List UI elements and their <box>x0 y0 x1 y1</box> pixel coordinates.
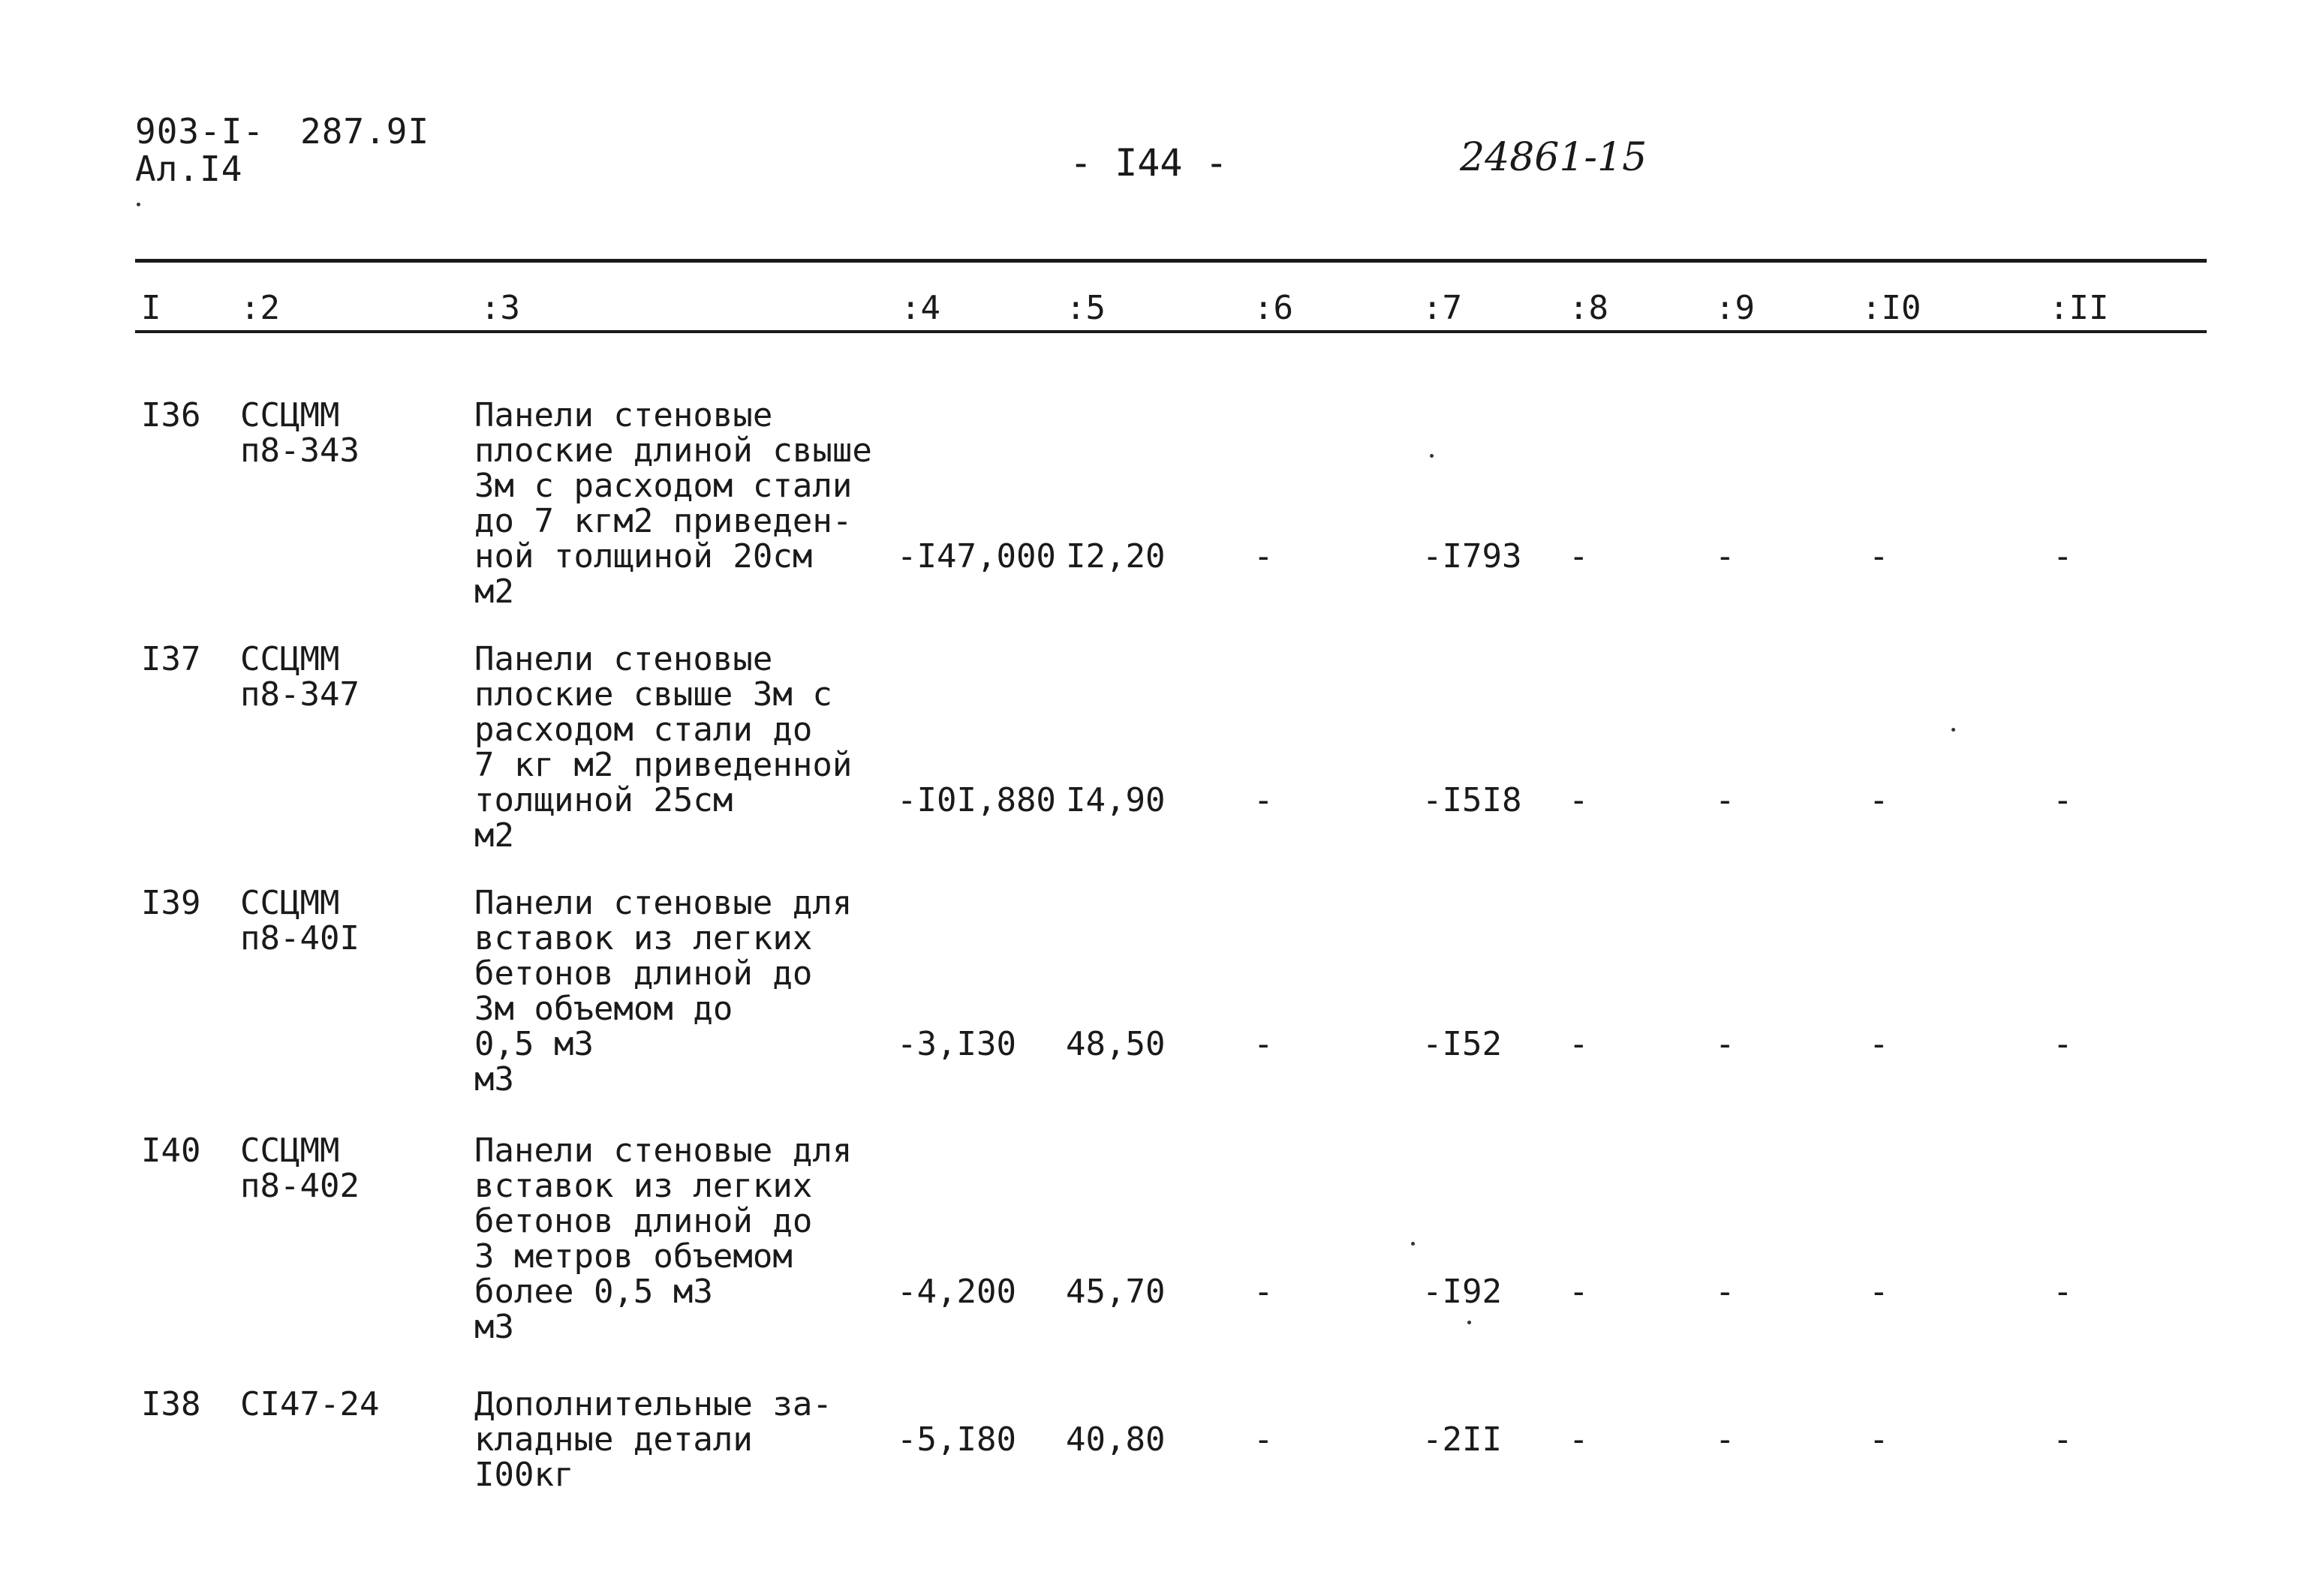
row-number: I38 <box>141 1385 201 1423</box>
row-number: I40 <box>141 1132 201 1170</box>
row-col10: - <box>1869 537 1889 576</box>
row-col5: 45,70 <box>1066 1273 1166 1311</box>
row-col10: - <box>1869 1420 1889 1459</box>
row-col6: - <box>1253 1420 1274 1459</box>
row-number: I37 <box>141 640 201 678</box>
row-code: ССЦММ п8-40I <box>240 884 360 957</box>
row-col5: I4,90 <box>1066 781 1166 819</box>
col-header-9: :9 <box>1715 289 1755 327</box>
row-col6: - <box>1253 1273 1274 1311</box>
scan-speck <box>1467 1321 1471 1324</box>
col-header-7: :7 <box>1422 289 1462 327</box>
header-rule <box>135 330 2207 333</box>
row-description: Панели стеновые плоские свыше 3м с расходом стали до 7 кг м2 приведенной толщиной 25см м2 <box>474 640 853 855</box>
row-col11: - <box>2053 537 2073 576</box>
row-col5: 48,50 <box>1066 1025 1166 1063</box>
row-col5: I2,20 <box>1066 537 1166 576</box>
row-col4: -4,200 <box>897 1273 1016 1311</box>
row-col9: - <box>1715 781 1735 819</box>
col-header-2: :2 <box>240 289 280 327</box>
row-col11: - <box>2053 1420 2073 1459</box>
scan-speck <box>1411 1242 1415 1246</box>
row-description: Панели стеновые плоские длиной свыше 3м с расходом стали до 7 кгм2 приведен- ной толщиной 20см м2 <box>474 396 872 611</box>
row-col5: 40,80 <box>1066 1420 1166 1459</box>
row-code: СI47-24 <box>240 1385 380 1423</box>
row-col8: - <box>1569 1420 1589 1459</box>
row-code: ССЦММ п8-343 <box>240 396 360 470</box>
document-number: 24861-15 <box>1460 135 1648 180</box>
row-col7: -I793 <box>1422 537 1522 576</box>
col-header-5: :5 <box>1066 289 1106 327</box>
sheet-list: Ал.I4 <box>135 149 243 189</box>
row-col10: - <box>1869 1025 1889 1063</box>
row-col8: - <box>1569 1273 1589 1311</box>
scan-speck <box>137 203 140 206</box>
row-col10: - <box>1869 1273 1889 1311</box>
row-code: ССЦММ п8-402 <box>240 1132 360 1205</box>
col-header-6: :6 <box>1253 289 1293 327</box>
row-col8: - <box>1569 781 1589 819</box>
scan-speck <box>1951 728 1955 732</box>
sheet-code-suffix: 287.9I <box>300 111 430 152</box>
row-col11: - <box>2053 781 2073 819</box>
row-col4: -5,I80 <box>897 1420 1016 1459</box>
row-col6: - <box>1253 537 1274 576</box>
row-col6: - <box>1253 781 1274 819</box>
row-col9: - <box>1715 1420 1735 1459</box>
row-col7: -I92 <box>1422 1273 1502 1311</box>
col-header-10: :I0 <box>1861 289 1921 327</box>
row-col4: -I0I,880 <box>897 781 1056 819</box>
row-col6: - <box>1253 1025 1274 1063</box>
row-col9: - <box>1715 1273 1735 1311</box>
row-col7: -I5I8 <box>1422 781 1522 819</box>
col-header-1: I <box>141 289 161 327</box>
row-number: I39 <box>141 884 201 922</box>
row-col8: - <box>1569 537 1589 576</box>
col-header-4: :4 <box>901 289 940 327</box>
sheet-code: 903-I- <box>135 111 265 152</box>
row-col10: - <box>1869 781 1889 819</box>
row-col4: -3,I30 <box>897 1025 1016 1063</box>
col-header-8: :8 <box>1569 289 1608 327</box>
page-number: - I44 - <box>1070 141 1228 185</box>
row-col9: - <box>1715 1025 1735 1063</box>
row-col9: - <box>1715 537 1735 576</box>
row-col11: - <box>2053 1025 2073 1063</box>
row-col7: -2II <box>1422 1420 1502 1459</box>
row-code: ССЦММ п8-347 <box>240 640 360 714</box>
col-header-11: :II <box>2049 289 2109 327</box>
row-col4: -I47,000 <box>897 537 1056 576</box>
row-description: Панели стеновые для вставок из легких бетонов длиной до 3м объемом до 0,5 м3 м3 <box>474 884 853 1099</box>
col-header-3: :3 <box>480 289 520 327</box>
row-description: Дополнительные за- кладные детали I00кг <box>474 1385 832 1494</box>
row-number: I36 <box>141 396 201 434</box>
row-description: Панели стеновые для вставок из легких бетонов длиной до 3 метров объемом более 0,5 м3 м3 <box>474 1132 853 1346</box>
top-rule <box>135 259 2207 263</box>
row-col7: -I52 <box>1422 1025 1502 1063</box>
row-col8: - <box>1569 1025 1589 1063</box>
row-col11: - <box>2053 1273 2073 1311</box>
scan-speck <box>1430 454 1434 458</box>
